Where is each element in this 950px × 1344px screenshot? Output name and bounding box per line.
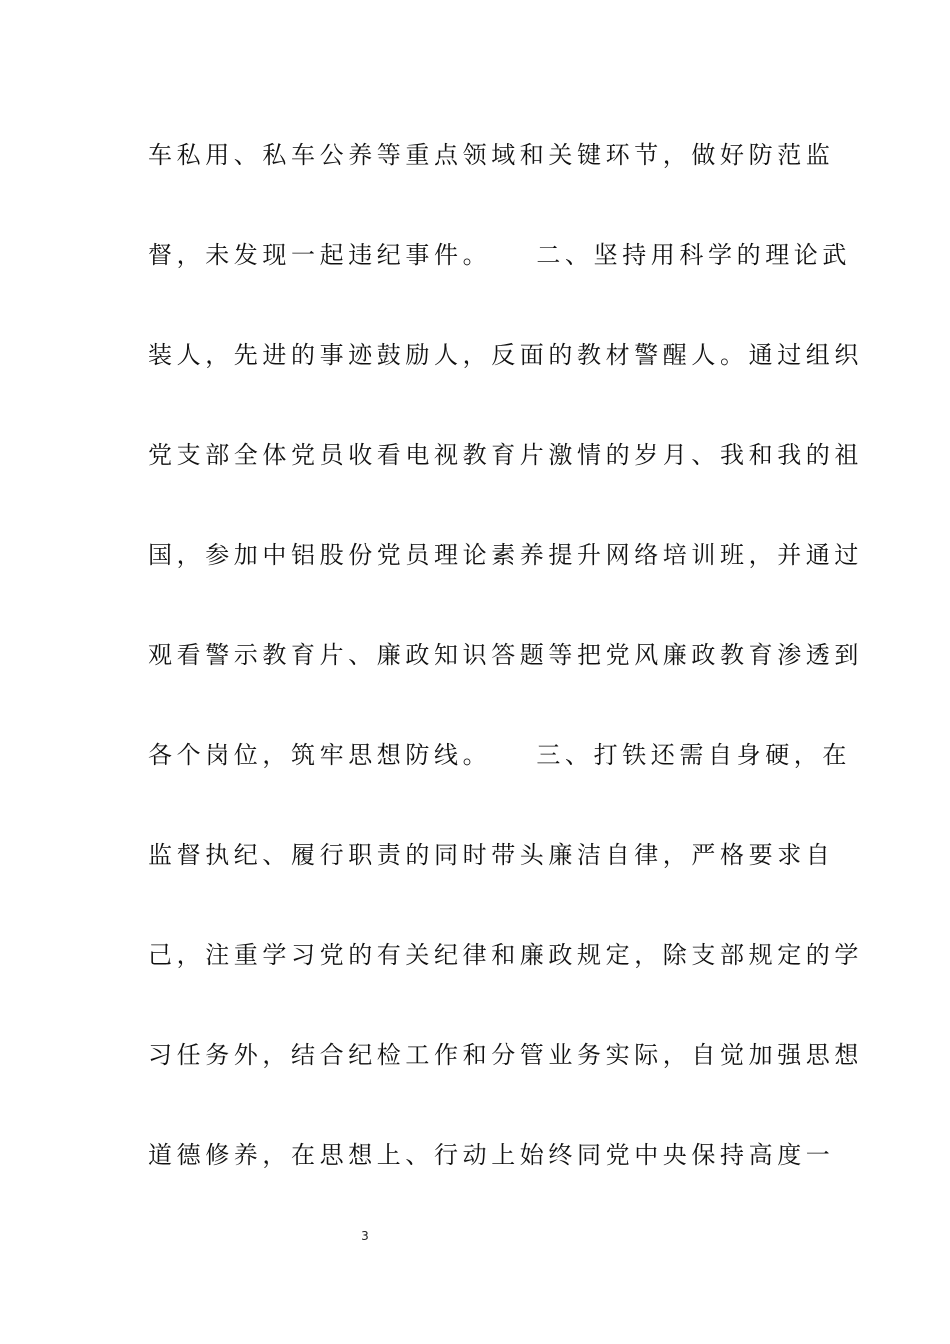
text-line: 己，注重学习党的有关纪律和廉政规定，除支部规定的学 — [148, 941, 863, 969]
text-line: 装人，先进的事迹鼓励人，反面的教材警醒人。通过组织 — [148, 341, 863, 369]
text-line: 督，未发现一起违纪事件。 二、坚持用科学的理论武 — [148, 241, 851, 269]
text-line: 观看警示教育片、廉政知识答题等把党风廉政教育渗透到 — [148, 641, 863, 669]
text-line: 党支部全体党员收看电视教育片激情的岁月、我和我的祖 — [148, 441, 863, 469]
text-line: 国，参加中铝股份党员理论素养提升网络培训班，并通过 — [148, 541, 863, 569]
body-text — [148, 130, 863, 1230]
text-line: 习任务外，结合纪检工作和分管业务实际，自觉加强思想 — [148, 1041, 863, 1069]
page-number: 3 — [361, 1229, 369, 1243]
text-line: 车私用、私车公养等重点领域和关键环节，做好防范监 — [148, 141, 835, 169]
text-line: 各个岗位，筑牢思想防线。 三、打铁还需自身硬，在 — [148, 741, 851, 769]
text-line: 道德修养，在思想上、行动上始终同党中央保持高度一 — [148, 1141, 835, 1169]
text-line: 监督执纪、履行职责的同时带头廉洁自律，严格要求自 — [148, 841, 835, 869]
